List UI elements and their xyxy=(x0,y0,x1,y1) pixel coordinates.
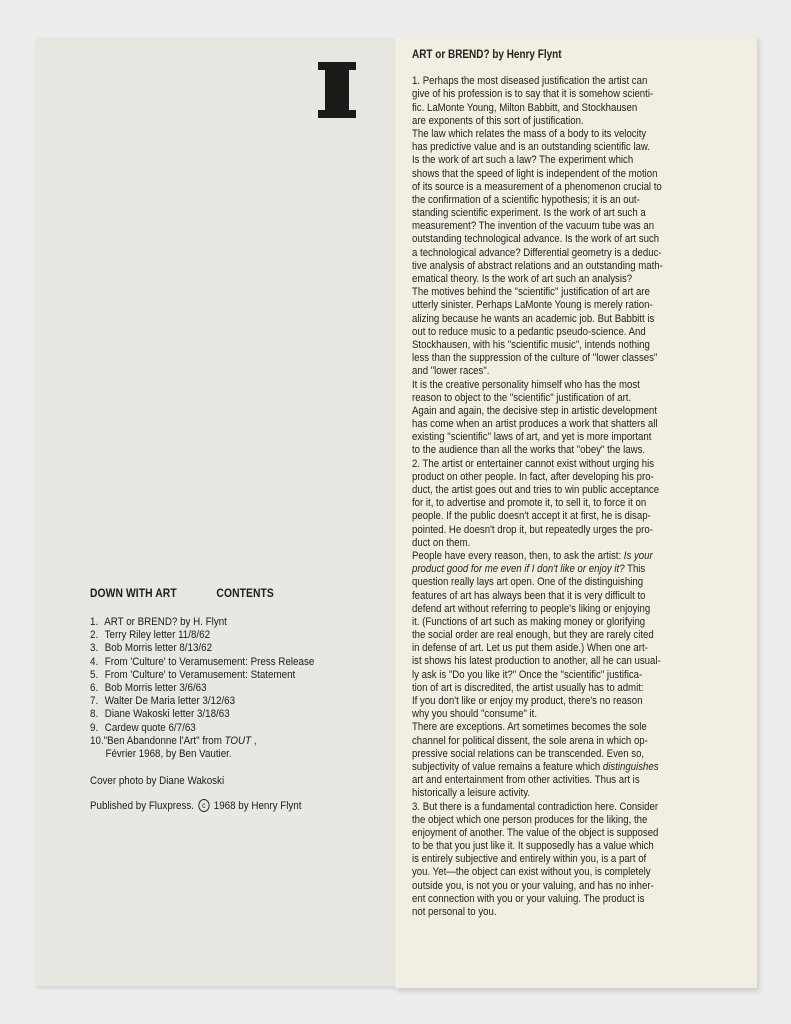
toc-item: 4. From 'Culture' to Veramusement: Press Release xyxy=(90,655,315,668)
article-line: Again and again, the decisive step in artistic development xyxy=(412,404,657,417)
toc-item: 2. Terry Riley letter 11/8/62 xyxy=(90,629,211,642)
article-line: to be that you just like it. It supposedly has a value which xyxy=(412,840,654,853)
article-line: ly ask is "Do you like it?" Once the "scientific" justifica- xyxy=(412,668,643,681)
article-line: channel for political dissent, the sole arena in which op- xyxy=(412,734,648,747)
article-line: ematical theory. Is the work of art such an analysis? xyxy=(412,273,633,285)
article-body-part3 xyxy=(412,774,722,919)
article-line: existing "scientific" laws of art, and yet is more important xyxy=(412,431,652,444)
article-line: out to reduce music to a pedantic pseudo-science. And xyxy=(412,325,646,338)
article-line: the social order are real enough, but they are rarely cited xyxy=(412,629,654,642)
contents-heading: CONTENTS xyxy=(216,586,274,600)
article-line: the confirmation of a scientific hypothesis; it is an out- xyxy=(412,193,640,206)
article-line: not personal to you. xyxy=(412,906,497,918)
article-line: duct on them. xyxy=(412,536,471,549)
toc-item: 3. Bob Morris letter 8/13/62 xyxy=(90,642,213,655)
article-line: Is the work of art such a law? The experiment which xyxy=(412,154,634,167)
table-of-contents xyxy=(90,586,348,812)
article-line: tion of art is discredited, the artist usually has to admit: xyxy=(412,681,644,694)
article-line: Stockhausen, with his "scientific music", intends nothing xyxy=(412,338,650,351)
toc-item: 10."Ben Abandonne l'Art" from TOUT , xyxy=(90,734,257,747)
article-line: a technological advance? Differential geometry is a deduc- xyxy=(412,246,662,259)
article-line: has come when an artist produces a work that shatters all xyxy=(412,418,658,431)
toc-item: 7. Walter De Maria letter 3/12/63 xyxy=(90,695,236,708)
article-line: art and entertainment from other activities. Thus art is xyxy=(412,774,640,787)
article-line: standing scientific experiment. Is the work of art such a xyxy=(412,207,646,220)
toc-item: 5. From 'Culture' to Veramusement: Statement xyxy=(90,668,296,681)
article-body-part1 xyxy=(412,75,722,550)
article-line: in defense of art. Let us put them aside.) When one art- xyxy=(412,642,648,655)
article-line: duct, the artist goes out and tries to win public acceptance xyxy=(412,484,660,496)
article-line: are exponents of this sort of justification. xyxy=(412,114,584,127)
article-line: give of his profession is to say that it is somehow scienti- xyxy=(412,88,654,101)
article-line: to the audience than all the works that "obey" the laws. xyxy=(412,444,646,457)
article-line: ent connection with you or your valuing. The product is xyxy=(412,892,645,905)
toc-list xyxy=(90,616,348,761)
article-line: outside you, is not you or your valuing, and has no inher- xyxy=(412,879,654,892)
article-line: you. Yet—the object can exist without you, is completely xyxy=(412,866,651,879)
article-line: historically a leisure activity. xyxy=(412,787,530,800)
article-line: product good for me even if I don't like or enjoy it? This xyxy=(412,563,646,576)
toc-item-continued: Février 1968, by Ben Vautier. xyxy=(105,748,232,761)
article-title: ART or BREND? by Henry Flynt xyxy=(412,48,562,61)
article-line: pressive social relations can be transcended. Even so, xyxy=(412,747,645,760)
article-line: the object which one person produces for the liking, the xyxy=(412,813,648,826)
article-line: less than the suppression of the culture of "lower classes" xyxy=(412,352,658,365)
toc-header xyxy=(90,586,348,600)
right-page xyxy=(395,36,757,988)
article-line: shows that the speed of light is independent of the motion xyxy=(412,167,658,180)
article-line: subjectivity of value remains a feature which distinguishes xyxy=(412,760,659,773)
article-line: enjoyment of another. The value of the object is supposed xyxy=(412,826,659,839)
article-line: defend art without referring to people's liking or enjoying xyxy=(412,602,651,615)
article-line: it. (Functions of art such as making money or glorifying xyxy=(412,615,646,628)
article-line: People have every reason, then, to ask the artist: Is your xyxy=(412,549,653,562)
article-line: features of art has always been that it is very difficult to xyxy=(412,589,646,602)
publisher-line xyxy=(90,799,348,812)
article-line: outstanding technological advance. Is the work of art such xyxy=(412,233,660,246)
article-line: product on other people. In fact, after developing his pro- xyxy=(412,470,654,483)
block-i-logo xyxy=(316,62,358,118)
article-line: tive analysis of abstract relations and an outstanding math- xyxy=(412,259,663,272)
article-line: is entirely subjective and entirely within you, is a part of xyxy=(412,853,647,866)
article-line: and "lower races". xyxy=(412,365,490,378)
book-title: DOWN WITH ART xyxy=(90,586,177,600)
article xyxy=(412,48,722,919)
toc-item: 8. Diane Wakoski letter 3/18/63 xyxy=(90,708,230,721)
toc-item: 9. Cardew quote 6/7/63 xyxy=(90,721,196,734)
article-line: The motives behind the "scientific" justification of art are xyxy=(412,286,650,299)
toc-item: 6. Bob Morris letter 3/6/63 xyxy=(90,682,207,695)
article-line: utterly sinister. Perhaps LaMonte Young is merely ration- xyxy=(412,299,653,312)
article-line: 3. But there is a fundamental contradiction here. Consider xyxy=(412,800,659,813)
article-line: The law which relates the mass of a body to its velocity xyxy=(412,127,647,140)
article-body-part2 xyxy=(412,576,722,761)
article-line: alizing because he wants an academic job. But Babbitt is xyxy=(412,312,655,325)
article-line: why you should "consume" it. xyxy=(412,708,538,721)
article-line: for it, to advertise and promote it, to sell it, to force it on xyxy=(412,497,647,510)
copyright-text: 1968 by Henry Flynt xyxy=(213,799,302,812)
article-line: people. If the public doesn't accept it at first, he is disap- xyxy=(412,510,651,523)
article-line: pointed. He doesn't drop it, but repeatedly urges the pro- xyxy=(412,523,653,536)
article-line: of its source is a measurement of a phenomenon crucial to xyxy=(412,180,662,193)
article-line: 2. The artist or entertainer cannot exist without urging his xyxy=(412,457,655,470)
article-line: question really lays art open. One of the distinguishing xyxy=(412,576,644,589)
article-line: has predictive value and is an outstanding scientific law. xyxy=(412,141,651,154)
cover-credit: Cover photo by Diane Wakoski xyxy=(90,775,225,788)
article-line: reason to object to the "scientific" justification of art. xyxy=(412,391,632,404)
article-line: It is the creative personality himself who has the most xyxy=(412,378,640,391)
article-line: ist shows his latest production to another, all he can usual- xyxy=(412,655,661,668)
article-line: 1. Perhaps the most diseased justification the artist can xyxy=(412,75,648,88)
article-line: measurement? The invention of the vacuum tube was an xyxy=(412,220,655,233)
article-line: If you don't like or enjoy my product, there's no reason xyxy=(412,695,643,707)
toc-item: 1. ART or BREND? by H. Flynt xyxy=(90,616,227,628)
publisher-text: Published by Fluxpress. xyxy=(90,799,195,812)
copyright-icon: c xyxy=(198,799,209,812)
article-line: fic. LaMonte Young, Milton Babbitt, and Stockhausen xyxy=(412,101,638,114)
left-page xyxy=(36,38,395,986)
article-line: There are exceptions. Art sometimes becomes the sole xyxy=(412,721,647,734)
